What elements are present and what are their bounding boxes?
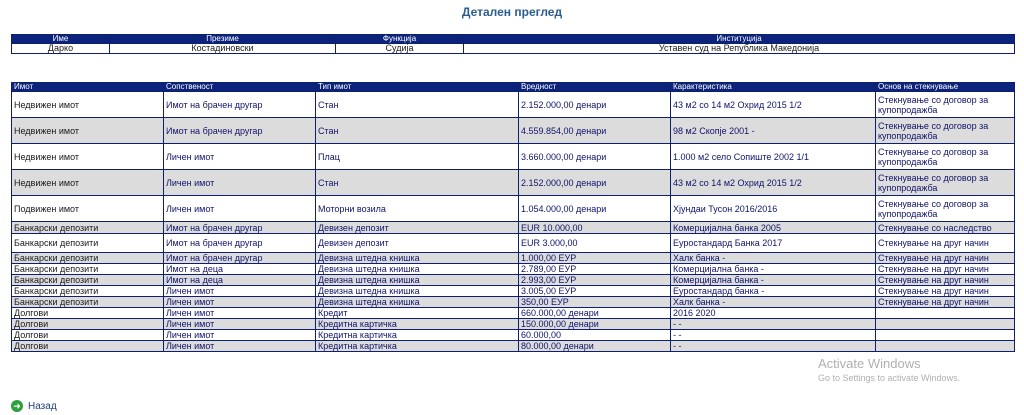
ownership-cell: Имот на брачен другар <box>164 118 316 144</box>
first-name-value: Дарко <box>12 44 110 54</box>
header-value: Вредност <box>519 83 671 92</box>
asset-cell: Банкарски депозити <box>12 286 164 297</box>
value-cell: 660.000,00 денари <box>519 308 671 319</box>
asset-cell: Долгови <box>12 308 164 319</box>
acquisition-basis-cell: Стекнување со договор за купопродажба <box>876 170 1015 196</box>
value-cell: EUR 10.000,00 <box>519 222 671 234</box>
asset-cell: Недвижен имот <box>12 118 164 144</box>
ownership-cell: Имот на брачен другар <box>164 92 316 118</box>
watermark-title: Activate Windows <box>818 356 921 371</box>
asset-type-cell: Стан <box>316 170 519 196</box>
acquisition-basis-cell: Стекнување со договор за купопродажба <box>876 144 1015 170</box>
header-asset-type: Тип имот <box>316 83 519 92</box>
ownership-cell: Личен имот <box>164 144 316 170</box>
ownership-cell: Личен имот <box>164 319 316 330</box>
characteristic-cell: Хјундаи Тусон 2016/2016 <box>671 196 876 222</box>
institution-value: Уставен суд на Република Македонија <box>464 44 1015 54</box>
arrow-left-circle-icon[interactable]: ➜ <box>11 400 23 412</box>
value-cell: 2.993,00 ЕУР <box>519 275 671 286</box>
value-cell: 3.005,00 ЕУР <box>519 286 671 297</box>
header-acquisition-basis: Основ на стекнување <box>876 83 1015 92</box>
ownership-cell: Имот на деца <box>164 264 316 275</box>
characteristic-cell: Комерцијална банка 2005 <box>671 222 876 234</box>
asset-type-cell: Стан <box>316 118 519 144</box>
characteristic-cell: - - <box>671 319 876 330</box>
asset-cell: Долгови <box>12 341 164 352</box>
acquisition-basis-cell <box>876 330 1015 341</box>
characteristic-cell: 43 м2 со 14 м2 Охрид 2015 1/2 <box>671 170 876 196</box>
value-cell: 2.789,00 ЕУР <box>519 264 671 275</box>
acquisition-basis-cell: Стекнување на друг начин <box>876 286 1015 297</box>
table-row <box>12 297 1015 308</box>
asset-cell: Подвижен имот <box>12 196 164 222</box>
table-row <box>12 264 1015 275</box>
table-row <box>12 118 1015 144</box>
asset-type-cell: Кредитна картичка <box>316 330 519 341</box>
acquisition-basis-cell: Стекнување на друг начин <box>876 275 1015 286</box>
asset-type-cell: Девизна штедна книшка <box>316 286 519 297</box>
ownership-cell: Личен имот <box>164 196 316 222</box>
table-row <box>12 222 1015 234</box>
acquisition-basis-cell: Стекнување со наследство <box>876 222 1015 234</box>
back-link-label[interactable]: Назад <box>28 400 57 412</box>
asset-cell: Недвижен имот <box>12 170 164 196</box>
asset-cell: Недвижен имот <box>12 144 164 170</box>
last-name-value: Костадиновски <box>110 44 336 54</box>
asset-cell: Недвижен имот <box>12 92 164 118</box>
value-cell: 60.000,00 <box>519 330 671 341</box>
watermark-subtitle: Go to Settings to activate Windows. <box>818 373 961 383</box>
table-row <box>12 330 1015 341</box>
asset-type-cell: Плац <box>316 144 519 170</box>
ownership-cell: Имот на брачен другар <box>164 222 316 234</box>
table-row <box>12 253 1015 264</box>
acquisition-basis-cell: Стекнување со договор за купопродажба <box>876 92 1015 118</box>
asset-cell: Банкарски депозити <box>12 275 164 286</box>
windows-activation-watermark <box>818 357 960 385</box>
ownership-cell: Личен имот <box>164 170 316 196</box>
ownership-cell: Личен имот <box>164 286 316 297</box>
table-row <box>12 341 1015 352</box>
value-cell: EUR 3.000,00 <box>519 234 671 253</box>
ownership-cell: Личен имот <box>164 330 316 341</box>
header-first-name: Име <box>12 35 110 44</box>
characteristic-cell: Халк банка - <box>671 297 876 308</box>
characteristic-cell: Халк банка - <box>671 253 876 264</box>
header-last-name: Презиме <box>110 35 336 44</box>
acquisition-basis-cell: Стекнување на друг начин <box>876 234 1015 253</box>
value-cell: 350,00 ЕУР <box>519 297 671 308</box>
person-table <box>11 34 1015 54</box>
acquisition-basis-cell: Стекнување со договор за купопродажба <box>876 196 1015 222</box>
header-function: Функција <box>336 35 464 44</box>
asset-cell: Банкарски депозити <box>12 222 164 234</box>
table-row <box>12 144 1015 170</box>
asset-cell: Банкарски депозити <box>12 297 164 308</box>
characteristic-cell: - - <box>671 341 876 352</box>
person-value-row <box>12 44 1015 54</box>
value-cell: 4.559.854,00 денари <box>519 118 671 144</box>
asset-type-cell: Девизна штедна книшка <box>316 297 519 308</box>
acquisition-basis-cell <box>876 319 1015 330</box>
back-link[interactable] <box>11 400 57 412</box>
ownership-cell: Личен имот <box>164 308 316 319</box>
asset-cell: Банкарски депозити <box>12 264 164 275</box>
characteristic-cell: Еуростандард Банка 2017 <box>671 234 876 253</box>
header-ownership: Сопственост <box>164 83 316 92</box>
value-cell: 2.152.000,00 денари <box>519 170 671 196</box>
ownership-cell: Личен имот <box>164 297 316 308</box>
value-cell: 150.000,00 денари <box>519 319 671 330</box>
asset-type-cell: Кредитна картичка <box>316 341 519 352</box>
ownership-cell: Имот на брачен другар <box>164 253 316 264</box>
acquisition-basis-cell: Стекнување на друг начин <box>876 253 1015 264</box>
assets-header-row <box>12 83 1015 92</box>
ownership-cell: Личен имот <box>164 341 316 352</box>
value-cell: 1.054.000,00 денари <box>519 196 671 222</box>
asset-type-cell: Девизна штедна книшка <box>316 253 519 264</box>
characteristic-cell: Комерцијална банка - <box>671 275 876 286</box>
characteristic-cell: 98 м2 Скопје 2001 - <box>671 118 876 144</box>
header-asset: Имот <box>12 83 164 92</box>
asset-type-cell: Кредит <box>316 308 519 319</box>
value-cell: 1.000,00 ЕУР <box>519 253 671 264</box>
ownership-cell: Имот на брачен другар <box>164 234 316 253</box>
function-value: Судија <box>336 44 464 54</box>
asset-cell: Долгови <box>12 330 164 341</box>
asset-cell: Долгови <box>12 319 164 330</box>
asset-type-cell: Моторни возила <box>316 196 519 222</box>
value-cell: 3.660.000,00 денари <box>519 144 671 170</box>
value-cell: 2.152.000,00 денари <box>519 92 671 118</box>
page-title: Детален преглед <box>461 5 563 19</box>
acquisition-basis-cell: Стекнување на друг начин <box>876 297 1015 308</box>
header-institution: Институција <box>464 35 1015 44</box>
header-characteristic: Карактеристика <box>671 83 876 92</box>
table-row <box>12 92 1015 118</box>
table-row <box>12 170 1015 196</box>
acquisition-basis-cell <box>876 341 1015 352</box>
asset-cell: Банкарски депозити <box>12 234 164 253</box>
table-row <box>12 196 1015 222</box>
value-cell: 80.000,00 денари <box>519 341 671 352</box>
asset-type-cell: Девизна штедна книшка <box>316 264 519 275</box>
asset-type-cell: Девизна штедна книшка <box>316 275 519 286</box>
table-row <box>12 319 1015 330</box>
characteristic-cell: 1.000 м2 село Сопиште 2002 1/1 <box>671 144 876 170</box>
person-header-row <box>12 35 1015 44</box>
acquisition-basis-cell: Стекнување со договор за купопродажба <box>876 118 1015 144</box>
characteristic-cell: - - <box>671 330 876 341</box>
characteristic-cell: Комерцијална банка - <box>671 264 876 275</box>
table-row <box>12 234 1015 253</box>
acquisition-basis-cell: Стекнување на друг начин <box>876 264 1015 275</box>
characteristic-cell: Еуростандард банка - <box>671 286 876 297</box>
assets-table <box>11 82 1015 352</box>
asset-type-cell: Девизен депозит <box>316 222 519 234</box>
asset-type-cell: Девизен депозит <box>316 234 519 253</box>
table-row <box>12 308 1015 319</box>
asset-type-cell: Стан <box>316 92 519 118</box>
characteristic-cell: 43 м2 со 14 м2 Охрид 2015 1/2 <box>671 92 876 118</box>
ownership-cell: Имот на деца <box>164 275 316 286</box>
asset-cell: Банкарски депозити <box>12 253 164 264</box>
assets-body <box>12 92 1015 352</box>
acquisition-basis-cell <box>876 308 1015 319</box>
table-row <box>12 275 1015 286</box>
table-row <box>12 286 1015 297</box>
characteristic-cell: 2016 2020 <box>671 308 876 319</box>
asset-type-cell: Кредитна картичка <box>316 319 519 330</box>
